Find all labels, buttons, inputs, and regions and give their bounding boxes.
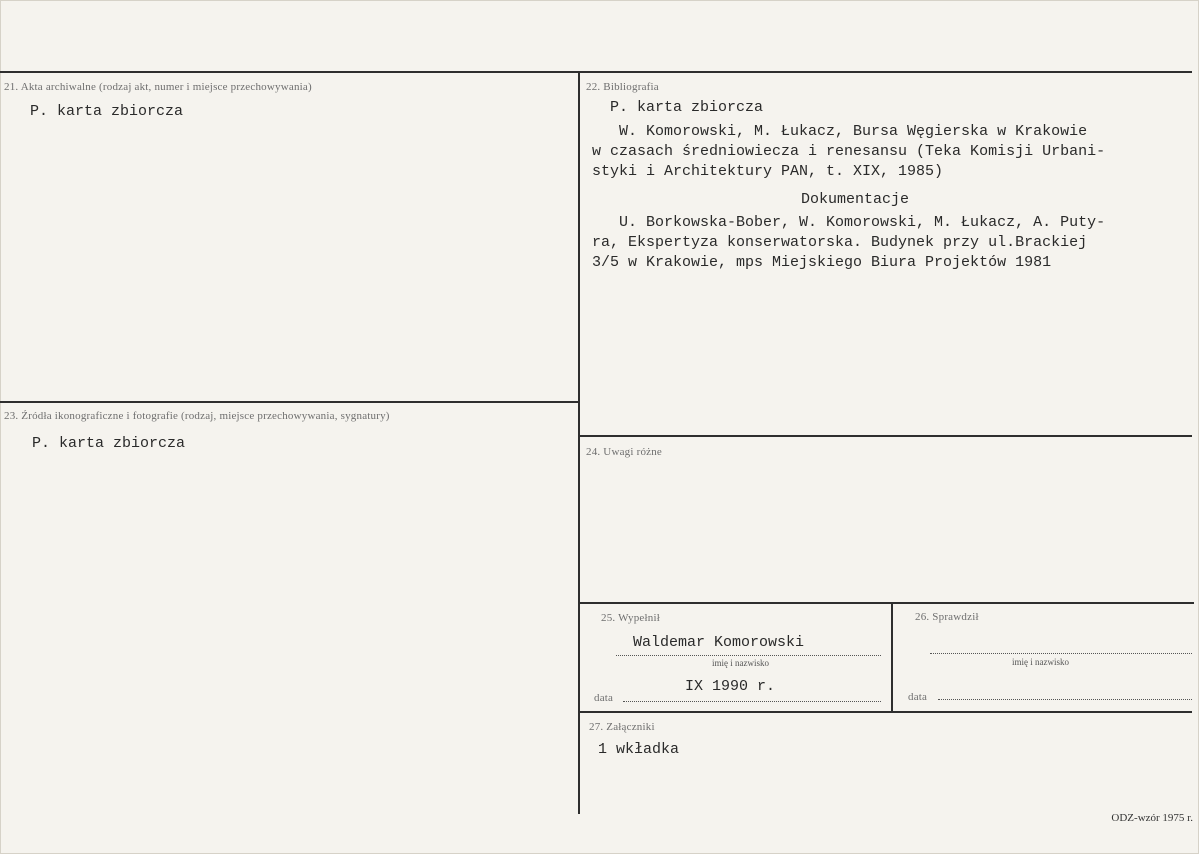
field-24-label: 24. Uwagi różne xyxy=(586,446,663,458)
left-section-divider xyxy=(0,401,579,403)
field-27-label: 27. Załączniki xyxy=(589,721,655,733)
field-22-heading: P. karta zbiorcza xyxy=(610,99,764,116)
filled-by-date: IX 1990 r. xyxy=(685,678,776,695)
right-section-divider-24 xyxy=(580,435,1192,437)
checked-by-date-line xyxy=(938,699,1192,700)
form-template-code: ODZ-wzór 1975 r. xyxy=(1111,812,1193,824)
filled-by-date-line xyxy=(623,701,881,702)
field-26-label: 26. Sprawdził xyxy=(915,611,979,623)
documentation-line-2: ra, Ekspertyza konserwatorska. Budynek przy ul.Brackiej xyxy=(592,234,1088,251)
checked-by-name-line xyxy=(930,653,1192,654)
bibliography-line-1: W. Komorowski, M. Łukacz, Bursa Węgierska w Krakowie xyxy=(592,123,1088,140)
filled-by-name-line xyxy=(616,655,881,656)
filled-by-name-caption: imię i nazwisko xyxy=(712,658,769,668)
field-21-value: P. karta zbiorcza xyxy=(30,103,184,120)
right-section-divider-27 xyxy=(580,711,1192,713)
center-divider xyxy=(578,72,580,814)
bibliography-line-3: styki i Architektury PAN, t. XIX, 1985) xyxy=(592,163,944,180)
checked-by-name-caption: imię i nazwisko xyxy=(1012,657,1069,667)
field-23-label: 23. Źródła ikonograficzne i fotografie (rodzaj, miejsce przechowywania, sygnatury) xyxy=(4,410,390,422)
documentation-line-1: U. Borkowska-Bober, W. Komorowski, M. Łukacz, A. Puty- xyxy=(592,214,1106,231)
field-22-label: 22. Bibliografia xyxy=(586,81,659,93)
documentation-line-3: 3/5 w Krakowie, mps Miejskiego Biura Projektów 1981 xyxy=(592,254,1052,271)
filled-by-date-label: data xyxy=(594,692,614,704)
attachments-value: 1 wkładka xyxy=(598,741,680,758)
right-section-divider-25 xyxy=(580,602,1194,604)
field-25-label: 25. Wypełnił xyxy=(601,612,660,624)
filled-by-name: Waldemar Komorowski xyxy=(633,634,805,651)
field-21-label: 21. Akta archiwalne (rodzaj akt, numer i miejsce przechowywania) xyxy=(4,81,312,93)
checked-by-date-label: data xyxy=(908,691,928,703)
bibliography-line-2: w czasach średniowiecza i renesansu (Teka Komisji Urbani- xyxy=(592,143,1106,160)
signature-divider xyxy=(891,603,893,711)
field-23-value: P. karta zbiorcza xyxy=(32,435,186,452)
bibliography-block xyxy=(592,122,1188,182)
documentation-block xyxy=(592,213,1188,273)
documentation-heading: Dokumentacje xyxy=(801,191,910,208)
top-rule xyxy=(0,71,1192,73)
